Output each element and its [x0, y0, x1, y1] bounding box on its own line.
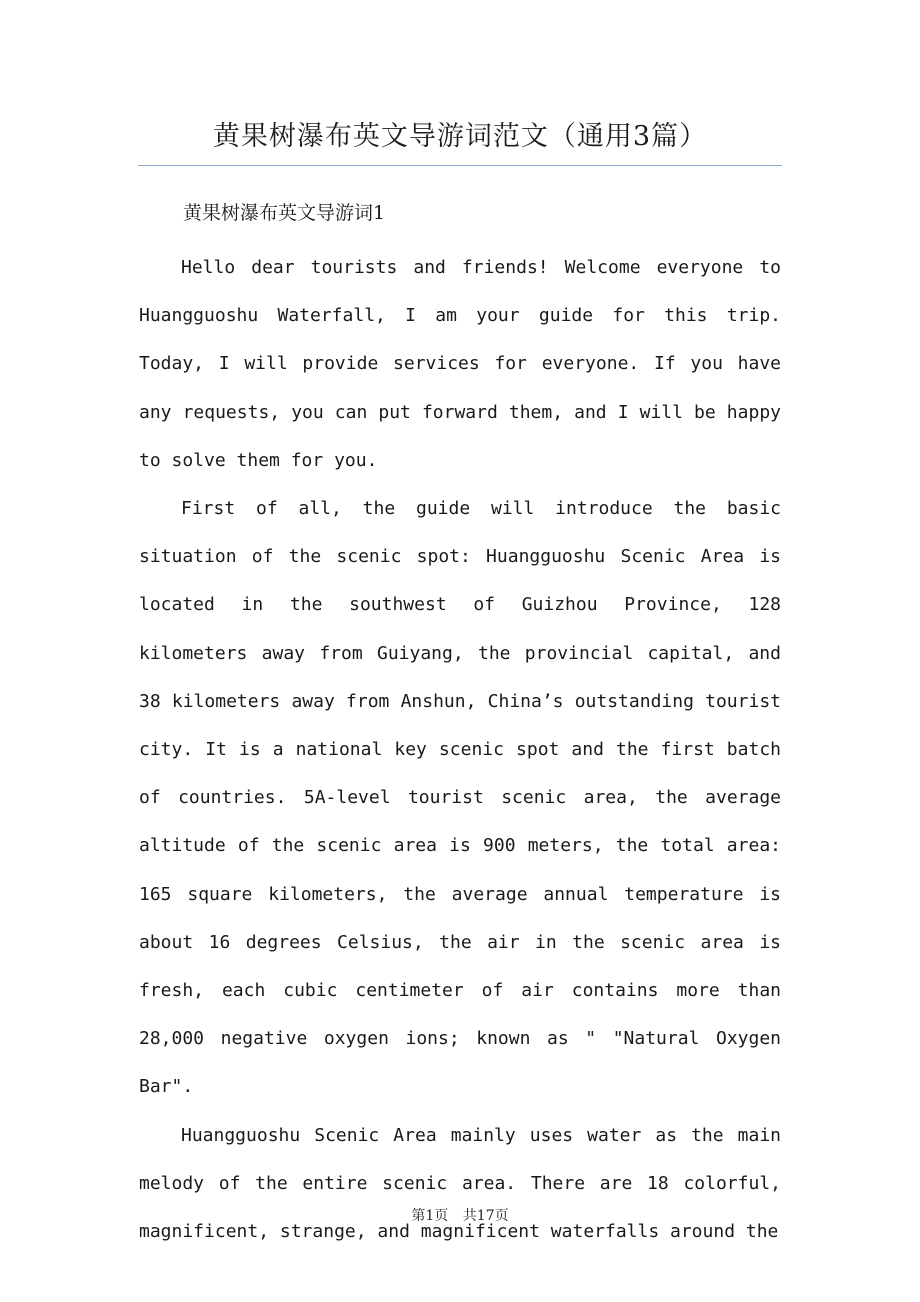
paragraph-3: Huangguoshu Scenic Area mainly uses water as the main melody of the entire scenic area. There are 18 colorful, magnificent, strange, and magnificent waterfalls around the: [139, 1124, 781, 1243]
page-number: 第1页: [411, 1208, 449, 1224]
document-title: 黄果树瀑布英文导游词范文（通用3篇）: [212, 121, 708, 152]
page-footer: [0, 1205, 920, 1225]
page-total: 共17页: [462, 1208, 509, 1224]
paragraph-1: Hello dear tourists and friends! Welcome everyone to Huangguoshu Waterfall, I am your guide for this trip. Today, I will provide services for everyone. If you have any requests, you can put forward them, and I will be happy to solve them for you.: [139, 257, 781, 471]
document-body: [139, 196, 781, 1256]
section-heading: 黄果树瀑布英文导游词1: [183, 202, 386, 224]
title-underline: [138, 165, 782, 166]
paragraph-2: First of all, the guide will introduce the basic situation of the scenic spot: Huangguoshu Scenic Area is located in the southwest of Guizhou Province, 128 kilometers away from Guiyang, the provincial capital, and 38 kilometers away from Anshun, China’s outstanding tourist city. It is a national key scenic spot and the first batch of countries. 5A-level tourist scenic area, the average altitude of the scenic area is 900 meters, the total area: 165 square kilometers, the average annual temperature is about 16 degrees Celsius, the air in the scenic area is fresh, each cubic centimeter of air contains more than 28,000 negative oxygen ions; known as " "Natural Oxygen Bar".: [139, 498, 781, 1098]
